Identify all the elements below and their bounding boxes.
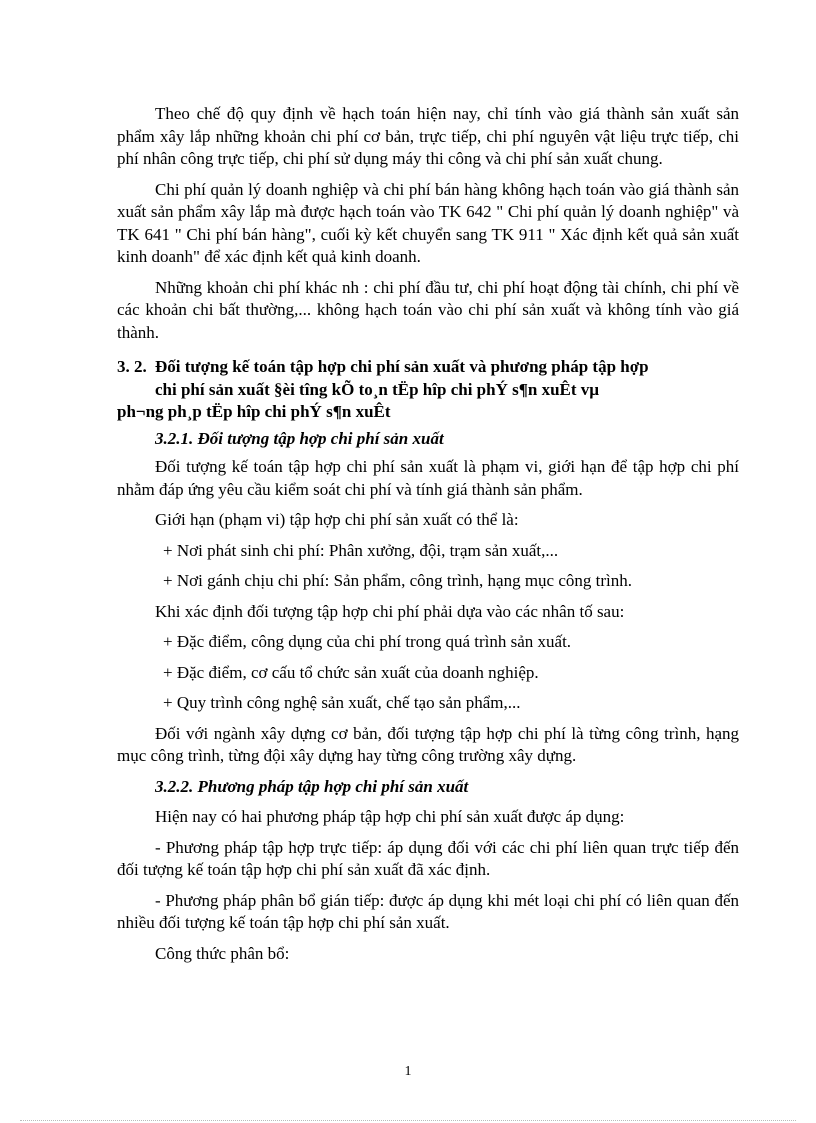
list-item: + Nơi phát sinh chi phí: Phân xưởng, đội, trạm sản xuất,... [163, 540, 559, 560]
paragraph-indirect-method: - Phương pháp phân bổ gián tiếp: được áp dụng khi mét loại chi phí có liên quan đến nhiều đối tượng kế toán tập hợp chi phí sản xuất. [117, 890, 739, 932]
paragraph-factors-intro: Khi xác định đối tượng tập hợp chi phí phải dựa vào các nhân tố sau: [155, 601, 625, 621]
paragraph-admin-costs: Chi phí quản lý doanh nghiệp và chi phí bán hàng không hạch toán vào giá thành sản xuất sản phẩm xây lắp mà được hạch toán vào TK 642 " Chi phí quản lý doanh nghiệp" và TK 641 " Chi phí bán hàng", cuối kỳ kết chuyển sang TK 911 " Xác định kết quả sản xuất kinh doanh" để xác định kết quả kinh doanh. [117, 179, 739, 266]
page-number: 1 [404, 1064, 412, 1079]
page-bottom-divider [20, 1120, 796, 1121]
paragraph-methods-intro: Hiện nay có hai phương pháp tập hợp chi phí sản xuất được áp dụng: [155, 807, 625, 826]
paragraph-cost-scope: Theo chế độ quy định về hạch toán hiện nay, chỉ tính vào giá thành sản xuất sản phẩm xây lắp những khoản chi phí cơ bản, trực tiếp, chi phí nguyên vật liệu trực tiếp, chi phí nhân công trực tiếp, chi phí sử dụng máy thi công và chi phí sản xuất chung. [117, 104, 739, 168]
section-title-line2: chi phí sản xuất §èi tîng kÕ to¸n tËp hîp chi phÝ s¶n xuÊt vµ [155, 379, 600, 399]
list-item: + Quy trình công nghệ sản xuất, chế tạo sản phẩm,... [163, 693, 521, 712]
list-item: + Đặc điểm, cơ cấu tổ chức sản xuất của doanh nghiệp. [163, 662, 539, 682]
paragraph-formula-label: Công thức phân bổ: [155, 943, 290, 963]
body-text [117, 103, 739, 965]
paragraph-other-costs: Những khoản chi phí khác nh : chi phí đầu tư, chi phí hoạt động tài chính, chi phí về các khoản chi bất thường,... không hạch toán vào chi phí sản xuất và không tính vào giá thành. [117, 277, 739, 342]
section-number: 3. 2. [117, 357, 147, 376]
subsection-title-method: 3.2.2. Phương pháp tập hợp chi phí sản xuất [155, 776, 469, 796]
paragraph-scope-intro: Giới hạn (phạm vi) tập hợp chi phí sản xuất có thể là: [155, 510, 519, 529]
list-item: + Đặc điểm, công dụng của chi phí trong quá trình sản xuất. [163, 632, 572, 651]
list-item: + Nơi gánh chịu chi phí: Sản phẩm, công trình, hạng mục công trình. [163, 571, 632, 590]
section-title-line3: ph¬ng ph¸p tËp hîp chi phÝ s¶n xuÊt [117, 402, 391, 421]
section-title-line1: Đối tượng kế toán tập hợp chi phí sản xuất và phương pháp tập hợp [155, 357, 649, 376]
section-heading [117, 356, 739, 424]
paragraph-object-definition: Đối tượng kế toán tập hợp chi phí sản xuất là phạm vi, giới hạn để tập hợp chi phí nhằm đáp ứng yêu cầu kiểm soát chi phí và tính giá thành sản phẩm. [117, 457, 739, 499]
paragraph-construction-objects: Đối với ngành xây dựng cơ bản, đối tượng tập hợp chi phí là từng công trình, hạng mục công trình, từng đội xây dựng hay từng công trường xây dựng. [117, 723, 739, 765]
subsection-title-object: 3.2.1. Đối tượng tập hợp chi phí sản xuất [155, 428, 444, 448]
paragraph-direct-method: - Phương pháp tập hợp trực tiếp: áp dụng đối với các chi phí liên quan trực tiếp đến đối tượng kế toán tập hợp chi phí sản xuất đã xác định. [117, 837, 739, 879]
